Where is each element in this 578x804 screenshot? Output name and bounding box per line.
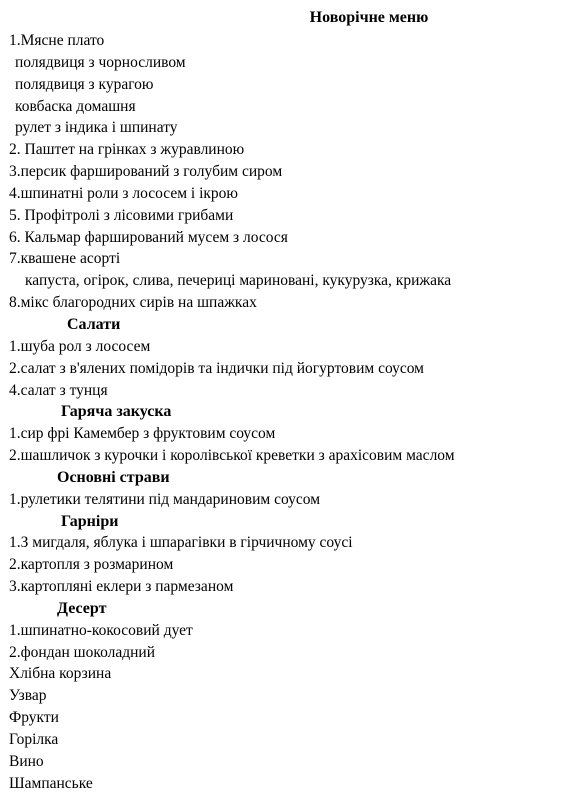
section-heading: Основні страви: [57, 468, 170, 486]
menu-line: 2.шашличок з курочки і королівської креветки з арахісовим маслом: [9, 447, 455, 465]
menu-line: 3.картопляні еклери з пармезаном: [9, 578, 234, 596]
menu-line: 2. Паштет на грінках з журавлиною: [9, 141, 245, 159]
menu-line: 1.Мясне плато: [9, 32, 105, 49]
menu-line: Вино: [9, 752, 44, 770]
menu-line: 4.шпинатні роли з лососем і ікрою: [9, 184, 238, 202]
menu-line: 2.салат з в'ялених помідорів та індички під йогуртовим соусом: [9, 359, 424, 377]
menu-line: капуста, огірок, слива, печериці мариновані, кукурузка, крижака: [25, 272, 452, 290]
menu-lines: [9, 30, 574, 795]
menu-line: 1.рулетики телятини під мандариновим соусом: [9, 490, 320, 508]
menu-line: 1.сир фрі Камембер з фруктовим соусом: [9, 425, 276, 443]
menu-line: Фрукти: [9, 709, 59, 727]
section-heading: Гарніри: [61, 512, 119, 530]
menu-line: 4.салат з тунця: [9, 381, 108, 399]
menu-line: 7.квашене асорті: [9, 250, 121, 268]
section-heading: Гаряча закуска: [61, 403, 172, 421]
menu-line: Узвар: [9, 687, 47, 705]
menu-line: 5. Профітролі з лісовими грибами: [9, 206, 234, 224]
menu-line: Горілка: [9, 731, 59, 748]
section-heading: Салати: [67, 315, 121, 333]
menu-line: рулет з індика і шпинату: [15, 119, 178, 137]
menu-line: 6. Кальмар фарширований мусем з лосося: [9, 228, 288, 246]
menu-line: 1.З мигдаля, яблука і шпарагівки в гірчичному соусі: [9, 534, 353, 552]
menu-line: Хлібна корзина: [9, 665, 112, 683]
menu-line: 2.фондан шоколадний: [9, 643, 156, 661]
menu-line: 1.шпинатно-кокосовий дует: [9, 621, 193, 639]
menu-line: Шампанське: [9, 774, 93, 792]
menu-line: 2.картопля з розмарином: [9, 556, 174, 574]
menu-line: 8.мікс благородних сирів на шпажках: [9, 294, 257, 312]
menu-line: полядвиця з курагою: [15, 75, 154, 93]
section-heading: Десерт: [57, 599, 107, 617]
menu-line: полядвиця з чорносливом: [15, 53, 186, 71]
menu-title: Новорічне меню: [309, 9, 429, 26]
menu-line: 3.персик фарширований з голубим сиром: [9, 163, 283, 181]
menu-line: ковбаска домашня: [15, 97, 136, 115]
menu-line: 1.шуба рол з лососем: [9, 337, 151, 355]
